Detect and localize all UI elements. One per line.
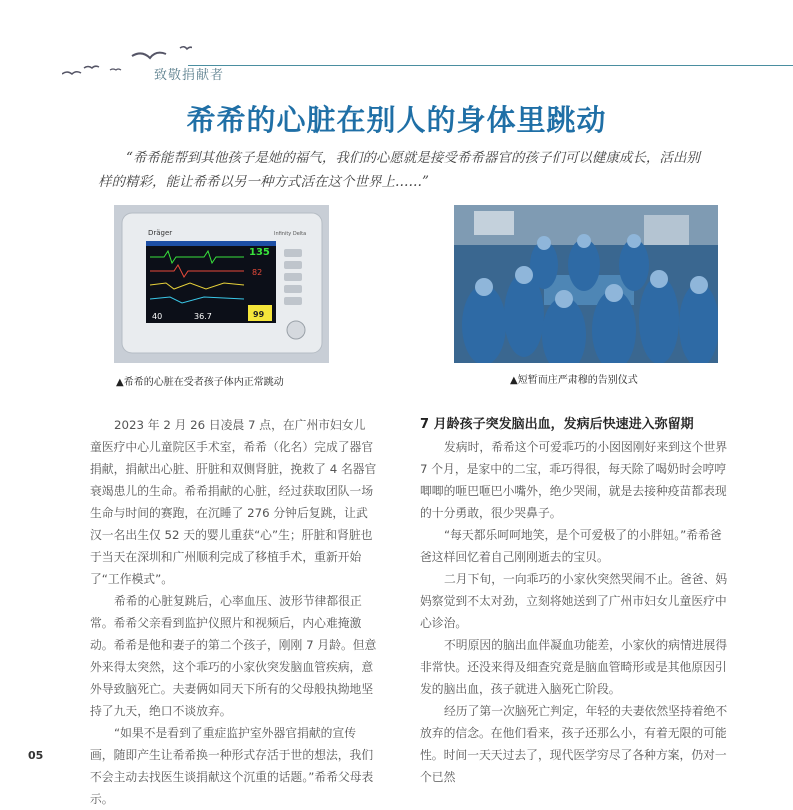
right-photo-caption: ▲短暂而庄严肃穆的告别仪式 bbox=[510, 375, 638, 386]
paragraph: 经历了第一次脑死亡判定，年轻的夫妻依然坚持着绝不放弃的信念。在他们看来，孩子还那么小，有着无限的可能性。时间一天天过去了，现代医学穷尽了各种方案，仍对一个已然 bbox=[420, 704, 728, 784]
monitor-photo bbox=[114, 205, 329, 363]
monitor-value-hr: 135 bbox=[249, 247, 270, 258]
paragraph: 二月下旬，一向乖巧的小家伙突然哭闹不止。爸爸、妈妈察觉到不太对劲，立刻将她送到了广州市妇女儿童医疗中心诊治。 bbox=[420, 572, 728, 630]
monitor-value-rr: 40 bbox=[152, 312, 163, 321]
section-subheading: 7 月龄孩子突发脑出血，发病后快速进入弥留期 bbox=[420, 417, 694, 432]
paragraph: 希希的心脏复跳后，心率血压、波形节律都很正常。希希父亲看到监护仪照片和视频后，内心难掩激动。希希是他和妻子的第二个孩子，刚刚 7 月龄。但意外来得太突然，这个乖巧的小家伙突发脑血管疾病，意外导致脑死亡。夫妻俩如同天下所有的父母般执拗地坚持了九天，绝口不谈放弃。 bbox=[90, 594, 377, 718]
monitor-value-spo2: 99 bbox=[253, 310, 265, 319]
page-number: 05 bbox=[28, 749, 44, 762]
monitor-model: Infinity Delta bbox=[274, 231, 307, 237]
page-title: 希希的心脏在别人的身体里跳动 bbox=[186, 103, 607, 137]
paragraph: 发病时，希希这个可爱乖巧的小囡囡刚好来到这个世界 7 个月，是家中的二宝，乖巧得很，每天除了喝奶时会哼哼唧唧的咂巴咂巴小嘴外，绝少哭闹，就是去接种疫苗都表现的十分勇敢，很少哭鼻子。 bbox=[420, 440, 728, 520]
left-photo-caption: ▲希希的心脏在受者孩子体内正常跳动 bbox=[116, 377, 284, 388]
paragraph: “每天都乐呵呵地笑，是个可爱极了的小胖妞。”希希爸爸这样回忆着自己刚刚逝去的宝贝。 bbox=[420, 528, 722, 564]
paragraph: 不明原因的脑出血伴凝血功能差，小家伙的病情进展得非常快。还没来得及细查究竟是脑血管畸形或是其他原因引发的脑出血，孩子就进入脑死亡阶段。 bbox=[420, 638, 728, 696]
article-left-column bbox=[90, 414, 377, 810]
header-rule bbox=[188, 65, 793, 66]
section-label: 致敬捐献者 bbox=[154, 68, 225, 83]
pull-quote: “希希能帮到其他孩子是她的福气，我们的心愿就是接受希希器官的孩子们可以健康成长，活出别样的精彩，能让希希以另一种方式活在这个世界上……” bbox=[98, 150, 700, 190]
monitor-brand: Dräger bbox=[148, 229, 173, 237]
article-right-column bbox=[420, 414, 730, 788]
paragraph: “如果不是看到了重症监护室外器官捐献的宣传画，随即产生让希希换一种形式存活于世的想法，我们不会主动去找医生谈捐献这个沉重的话题。”希希父母表示。 bbox=[90, 726, 374, 806]
operating-room-photo bbox=[454, 205, 718, 363]
paragraph: 2023 年 2 月 26 日凌晨 7 点，在广州市妇女儿童医疗中心儿童院区手术室，希希（化名）完成了器官捐献，捐献出心脏、肝脏和双侧肾脏，挽救了 4 名器官衰竭患儿的生命。希希捐献的心脏，经过获取团队一场生命与时间的赛跑，在沉睡了 276 分钟后复跳，让武汉一名出生仅 52 天的婴儿重获“心”生；肝脏和肾脏也于当天在深圳和广州顺利完成了移植手术，重新开始了“工作模式”。 bbox=[90, 418, 377, 586]
monitor-value-bp: 82 bbox=[252, 268, 263, 277]
monitor-value-temp: 36.7 bbox=[194, 312, 212, 321]
